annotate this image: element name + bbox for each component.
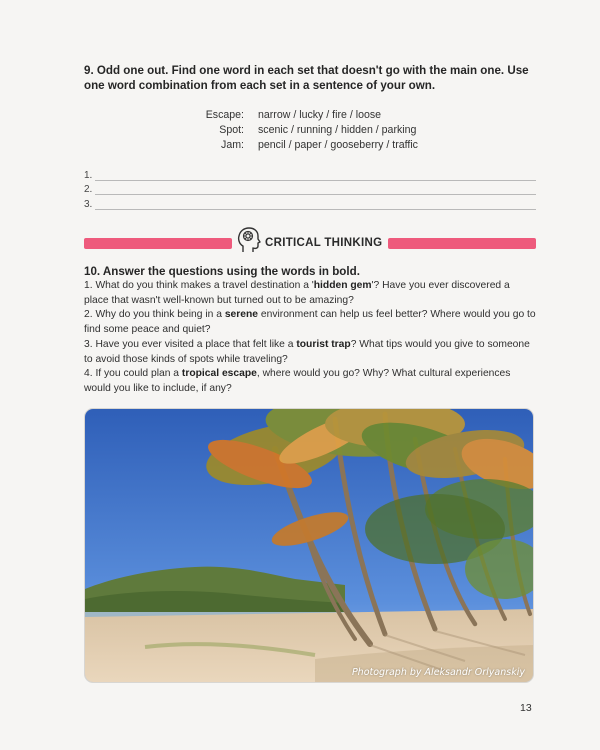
set-words: scenic / running / hidden / parking: [258, 124, 417, 136]
answer-lines: [84, 166, 536, 210]
set-words: narrow / lucky / fire / loose: [258, 109, 382, 121]
set-label: Spot:: [219, 124, 244, 136]
set-label: Jam:: [221, 139, 244, 151]
bold-term: hidden gem: [313, 280, 372, 291]
photo-credit: Photograph by Aleksandr Orlyanskiy: [351, 667, 525, 678]
exercise-10-instructions: 10. Answer the questions using the words in bold.: [84, 265, 360, 278]
question-1: 1. What do you think makes a travel destination a 'hidden gem'? Have you ever discovered a place that wasn't well-known but turned out to be amazing?: [84, 280, 510, 306]
question-4: 4. If you could plan a tropical escape, where would you go? Why? What cultural experiences would you like to include, if any?: [84, 368, 511, 394]
set-words: pencil / paper / gooseberry / traffic: [258, 139, 418, 151]
bold-term: tropical escape: [181, 368, 257, 380]
question-2: 2. Why do you think being in a serene environment can help us feel better? Where would you go to find some peace and quiet?: [84, 309, 536, 336]
page-number: 13: [520, 702, 532, 714]
question-3: 3. Have you ever visited a place that felt like a tourist trap? What tips would you give to someone to avoid those kinds of spots while traveling?: [84, 338, 530, 365]
answer-rule: [95, 201, 536, 210]
answer-line[interactable]: [84, 181, 536, 196]
exercise-10: [84, 264, 536, 397]
answer-rule: [95, 172, 536, 181]
bold-term: serene: [224, 309, 259, 321]
answer-line[interactable]: [84, 195, 536, 210]
answer-number: 2.: [84, 184, 93, 195]
answer-rule: [95, 186, 536, 195]
critical-thinking-banner: [84, 226, 536, 256]
word-set-row: [200, 108, 418, 123]
bold-term: tourist trap: [296, 338, 351, 350]
word-sets: [200, 108, 418, 153]
banner-bar-left: [84, 238, 232, 249]
word-set-row: [200, 123, 418, 138]
tropical-beach-illustration: [85, 409, 534, 683]
banner-label: CRITICAL THINKING: [265, 237, 383, 249]
brain-head-icon: [236, 226, 262, 254]
exercise-9-instructions: 9. Odd one out. Find one word in each set that doesn't go with the main one. Use one word combination from each set in a sentence of your own.: [84, 64, 529, 92]
answer-line[interactable]: [84, 166, 536, 181]
word-set-row: [200, 138, 418, 153]
banner-bar-right: [388, 238, 536, 249]
answer-number: 1.: [84, 169, 93, 181]
answer-number: 3.: [84, 198, 93, 210]
set-label: Escape:: [205, 109, 244, 121]
beach-palm-photo: [84, 408, 534, 683]
